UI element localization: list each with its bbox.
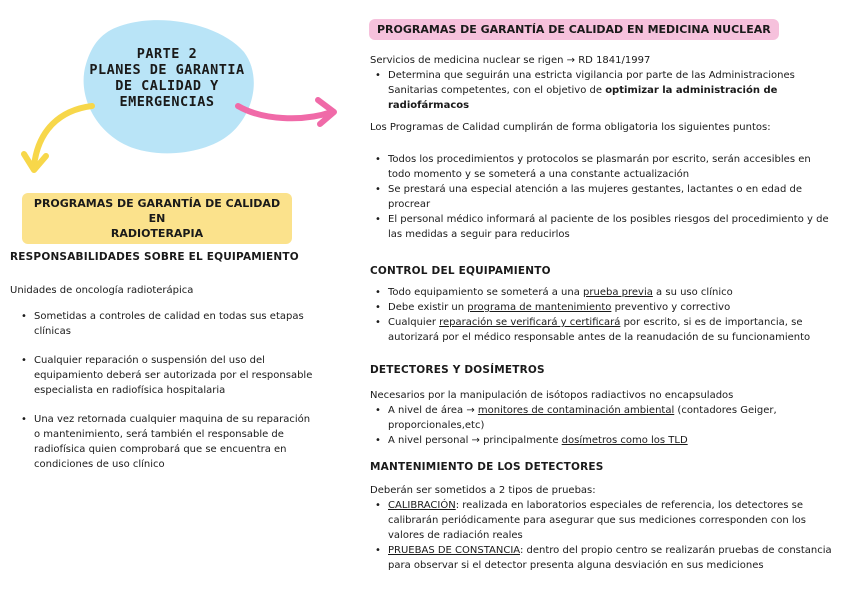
- maintenance-section-title: MANTENIMIENTO DE LOS DETECTORES: [370, 461, 604, 473]
- list-item: • PRUEBAS DE CONSTANCIA: dentro del propio centro se realizarán pruebas de constancia para observar si el detector presenta alguna desviación en sus mediciones: [370, 543, 840, 573]
- list-item: • A nivel de área → monitores de contaminación ambiental (contadores Geiger, proporcionales,etc): [370, 403, 835, 433]
- radioterapia-heading: PROGRAMAS DE GARANTÍA DE CALIDAD EN RADIOTERAPIA: [22, 193, 292, 244]
- list-item: • Todos los procedimientos y protocolos se plasmarán por escrito, serán accesibles en todo momento y se someterá a una constante actualización: [370, 152, 835, 182]
- rd-bullet-list: [370, 68, 835, 113]
- rd-line: Servicios de medicina nuclear se rigen → RD 1841/1997: [370, 55, 651, 66]
- list-item: • Se prestará una especial atención a las mujeres gestantes, lactantes o en edad de procrear: [370, 182, 835, 212]
- detectors-section-title: DETECTORES Y DOSÍMETROS: [370, 364, 545, 376]
- medicina-nuclear-heading: PROGRAMAS DE GARANTÍA DE CALIDAD EN MEDICINA NUCLEAR: [369, 19, 779, 40]
- bold-emphasis: optimizar la administración de radiofármacos: [388, 85, 778, 111]
- pink-arrow-icon: [232, 80, 342, 130]
- list-item: • Sometidas a controles de calidad en todas sus etapas clínicas: [16, 309, 316, 339]
- list-item: • Determina que seguirán una estricta vigilancia por parte de las Administraciones Sanitarias competentes, con el objetivo de optimizar la administración de radiofármacos: [370, 68, 835, 113]
- oncology-intro: Unidades de oncología radioterápica: [10, 285, 194, 296]
- yellow-arrow-icon: [20, 100, 100, 180]
- equipment-section-title: RESPONSABILIDADES SOBRE EL EQUIPAMIENTO: [10, 251, 299, 263]
- detectors-bullet-list: [370, 403, 835, 448]
- maintenance-bullet-list: [370, 498, 840, 573]
- maintenance-intro: Deberán ser sometidos a 2 tipos de pruebas:: [370, 485, 596, 496]
- list-item: • CALIBRACIÓN: realizada en laboratorios especiales de referencia, los detectores se calibrarán periódicamente para asegurar que sus mediciones corresponden con los valores de radiación reales: [370, 498, 840, 543]
- control-bullet-list: [370, 285, 835, 345]
- list-item: • A nivel personal → principalmente dosímetros como los TLD: [370, 433, 835, 448]
- programs-bullet-list: [370, 152, 835, 242]
- list-item: • Debe existir un programa de mantenimiento preventivo y correctivo: [370, 300, 835, 315]
- list-item: • El personal médico informará al paciente de los posibles riesgos del procedimiento y de las medidas a seguir para reducirlos: [370, 212, 835, 242]
- list-item: • Una vez retornada cualquier maquina de su reparación o mantenimiento, será también el responsable de radiofísica quien comprobará que se encuentra en condiciones de uso clínico: [16, 412, 316, 472]
- programs-intro: Los Programas de Calidad cumplirán de forma obligatoria los siguientes puntos:: [370, 122, 771, 133]
- list-item: • Todo equipamiento se someterá a una prueba previa a su uso clínico: [370, 285, 835, 300]
- list-item: • Cualquier reparación se verificará y certificará por escrito, si es de importancia, se autorizará por el médico responsable antes de la reanudación de su funcionamiento: [370, 315, 835, 345]
- part-title: PARTE 2 PLANES DE GARANTIA DE CALIDAD Y EMERGENCIAS: [89, 46, 245, 110]
- left-bullet-list: [16, 309, 316, 472]
- list-item: • Cualquier reparación o suspensión del uso del equipamiento deberá ser autorizada por el responsable especialista en radiofísica hospitalaria: [16, 353, 316, 398]
- control-section-title: CONTROL DEL EQUIPAMIENTO: [370, 265, 551, 277]
- detectors-intro: Necesarios por la manipulación de isótopos radiactivos no encapsulados: [370, 390, 734, 401]
